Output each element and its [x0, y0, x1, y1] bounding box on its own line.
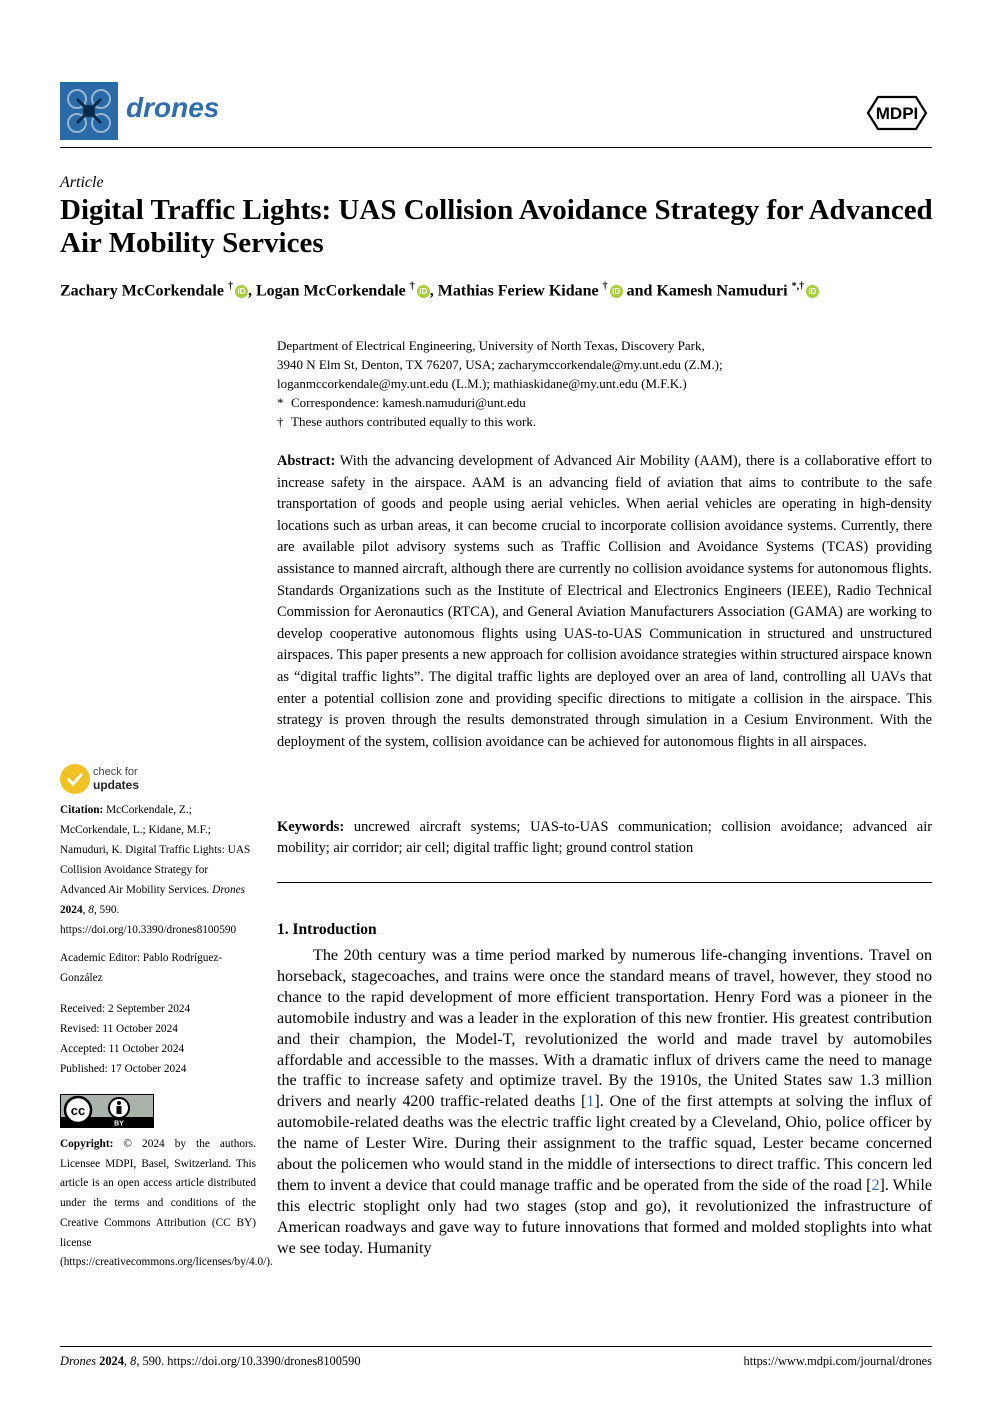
- equal-contribution-text: These authors contributed equally to this work.: [291, 414, 537, 429]
- article-type: Article: [60, 174, 104, 191]
- citation-text: McCorkendale, Z.; McCorkendale, L.; Kidane, M.F.; Namuduri, K. Digital Traffic Lights: UAS Collision Avoidance Strategy for Advanced Air Mobility Services.: [60, 804, 251, 896]
- copyright-text: © 2024 by the authors. Licensee MDPI, Basel, Switzerland. This article is an open access article distributed under the terms and conditions of the Creative Commons Attribution (CC BY) license (https://creativecommons.org/licenses/by/4.0/).: [60, 1138, 273, 1269]
- author-list: [60, 281, 940, 300]
- abstract-text: With the advancing development of Advanced Air Mobility (AAM), there is a collaborative effort to increase safety in the airspace. AAM is an advancing field of aviation that aims to contribute to the safe transportation of goods and people using aerial vehicles. When aerial vehicles are operating in high-density locations such as urban areas, it can become crucial to incorporate collision avoidance systems. Currently, there are available pilot advisory systems such as Traffic Collision and Avoidance Systems (TCAS) providing assistance to manned aircraft, although there are currently no collision avoidance systems for autonomous flights. Standards Organizations such as the Institute of Electrical and Electronics Engineers (IEEE), Radio Technical Commission for Aeronautics (RTCA), and General Aviation Manufacturers Association (GAMA) are working to develop cooperative autonomous flights using UAS-to-UAS Communication in structured and unstructured airspaces. This paper presents a new approach for collision avoidance strategies within structured airspace known as “digital traffic lights”. The digital traffic lights are deployed over an area of land, controlling all UAVs that enter a potential collision zone and providing specific directions to mitigate a collision in the airspace. This strategy is proven through the results demonstrated through simulation in a Cesium Environment. With the deployment of the system, collision avoidance can be achieved for autonomous flights in all airspaces.: [277, 453, 932, 750]
- abstract: [277, 451, 932, 753]
- author-marks: *,†: [791, 281, 805, 292]
- intro-text: ]. One of the first attempts at solving the influx of automobile-related deaths was the electric traffic light created by a Cleveland, Ohio, police officer by the name of Lester Wire. During their assignment to the traffic squad, Lester became concerned about the policemen who would stand in the middle of intersections to direct traffic. This concern led them to invent a device that could manage traffic and be operated from the side of the road [: [277, 1093, 933, 1194]
- orcid-icon[interactable]: iD: [417, 285, 430, 298]
- keywords-label: Keywords:: [277, 819, 345, 835]
- footer-journal: Drones: [60, 1354, 97, 1368]
- author-name: Zachary McCorkendale: [60, 282, 224, 300]
- keywords: [277, 817, 932, 859]
- journal-logo-icon[interactable]: [60, 82, 118, 140]
- mdpi-logo-icon[interactable]: [862, 94, 932, 132]
- received-date: Received: 2 September 2024: [60, 1003, 191, 1015]
- academic-editor: Academic Editor: Pablo Rodríguez-González: [60, 952, 223, 984]
- orcid-icon[interactable]: iD: [235, 285, 248, 298]
- svg-text:MDPI: MDPI: [875, 104, 919, 123]
- affiliation-line: 3940 N Elm St, Denton, TX 76207, USA; zacharymccorkendale@my.unt.edu (Z.M.);: [277, 357, 723, 372]
- author-name: Kamesh Namuduri: [656, 282, 788, 300]
- by-label: BY: [114, 1120, 124, 1127]
- author-marks: †: [409, 281, 415, 292]
- footer-year: 2024: [99, 1354, 124, 1368]
- introduction-paragraph: [277, 946, 932, 1260]
- citation-doi[interactable]: , 590. https://doi.org/10.3390/drones8100590: [60, 904, 237, 936]
- published-date: Published: 17 October 2024: [60, 1063, 187, 1075]
- check-for-updates-button[interactable]: [60, 764, 180, 798]
- reference-link[interactable]: 2: [871, 1176, 880, 1194]
- intro-text: ]. While this electric stoplight only had two stages (stop and go), it revolutionized the infrastructure of American roadways and gave way to future innovations that formed and molded stoplights into what we see today. Humanity: [277, 1176, 932, 1257]
- copyright-label: Copyright:: [60, 1138, 114, 1150]
- revised-date: Revised: 11 October 2024: [60, 1023, 178, 1035]
- abstract-label: Abstract:: [277, 453, 336, 469]
- footer-citation: Drones 2024, 8, 590. https://doi.org/10.3390/drones8100590: [60, 1354, 361, 1368]
- citation-label: Citation:: [60, 804, 104, 816]
- author-name: Mathias Feriew Kidane: [437, 282, 599, 300]
- author-separator: ,: [429, 282, 438, 300]
- journal-name[interactable]: drones: [126, 92, 220, 123]
- section-divider: [277, 882, 932, 883]
- citation-journal: Drones: [212, 884, 246, 896]
- correspondence-text[interactable]: Correspondence: kamesh.namuduri@unt.edu: [291, 395, 526, 410]
- accepted-date: Accepted: 11 October 2024: [60, 1043, 185, 1055]
- citation-year: 2024: [60, 904, 83, 916]
- footer-journal-url[interactable]: https://www.mdpi.com/journal/drones: [743, 1354, 932, 1368]
- publication-dates: [60, 999, 256, 1079]
- cc-label: cc: [70, 1103, 86, 1118]
- orcid-icon[interactable]: iD: [806, 285, 819, 298]
- reference-link[interactable]: 1: [586, 1093, 595, 1111]
- equal-contribution-line: [277, 412, 937, 431]
- author-marks: †: [602, 281, 608, 292]
- footer-volume: 8: [130, 1354, 137, 1368]
- copyright-block: [60, 1135, 273, 1273]
- equal-contribution-mark: †: [277, 414, 284, 429]
- header-divider: [60, 147, 932, 148]
- citation-block: Citation: McCorkendale, Z.; McCorkendale, L.; Kidane, M.F.; Namuduri, K. Digital Traffic Lights: UAS Collision Avoidance Strategy for Advanced Air Mobility Services. Drones 2024, 8, 590. https://doi.org/10.3390/drones8100590: [60, 804, 251, 936]
- author-name: Logan McCorkendale: [255, 282, 406, 300]
- affiliation-line: loganmccorkendale@my.unt.edu (L.M.); mathiaskidane@my.unt.edu (M.F.K.): [277, 376, 687, 391]
- check-circle-icon: [60, 764, 90, 794]
- footer-doi-link[interactable]: , 590. https://doi.org/10.3390/drones8100590: [136, 1354, 361, 1368]
- correspondence-mark: *: [277, 395, 284, 410]
- author-marks: †: [227, 281, 233, 292]
- citation-volume: 8: [88, 904, 94, 916]
- orcid-icon[interactable]: iD: [610, 285, 623, 298]
- author-separator: ,: [247, 282, 256, 300]
- section-heading: 1. Introduction: [277, 921, 377, 938]
- intro-text: The 20th century was a time period marked by numerous life-changing inventions. Travel on horseback, stagecoaches, and trains were once the standard means of travel, however, they stood no chance to the rapid development of more efficient transportation. Henry Ford was a pioneer in the automobile industry and was a leader in the exploration of this new frontier. His greatest contribution and their champion, the Model-T, revolutionized the world and made travel by automobiles affordable and accessible to the masses. With a dramatic influx of drivers came the need to manage the traffic to increase safety and optimize travel. By the 1910s, the United States saw 1.3 million drivers and nearly 4200 traffic-related deaths [: [277, 947, 932, 1111]
- updates-check-label: check for: [93, 766, 138, 778]
- cc-by-license-icon[interactable]: [60, 1094, 154, 1128]
- footer-divider: [60, 1346, 932, 1347]
- affiliation-block: [277, 336, 937, 431]
- keywords-text: uncrewed aircraft systems; UAS-to-UAS communication; collision avoidance; advanced air mobility; air corridor; air cell; digital traffic light; ground control station: [277, 819, 932, 856]
- updates-label: updates: [93, 778, 140, 792]
- affiliation-line: Department of Electrical Engineering, University of North Texas, Discovery Park,: [277, 338, 705, 353]
- correspondence-line: [277, 393, 937, 412]
- article-title: Digital Traffic Lights: UAS Collision Avoidance Strategy for Advanced Air Mobility Services: [60, 194, 933, 259]
- author-separator: and: [622, 282, 657, 300]
